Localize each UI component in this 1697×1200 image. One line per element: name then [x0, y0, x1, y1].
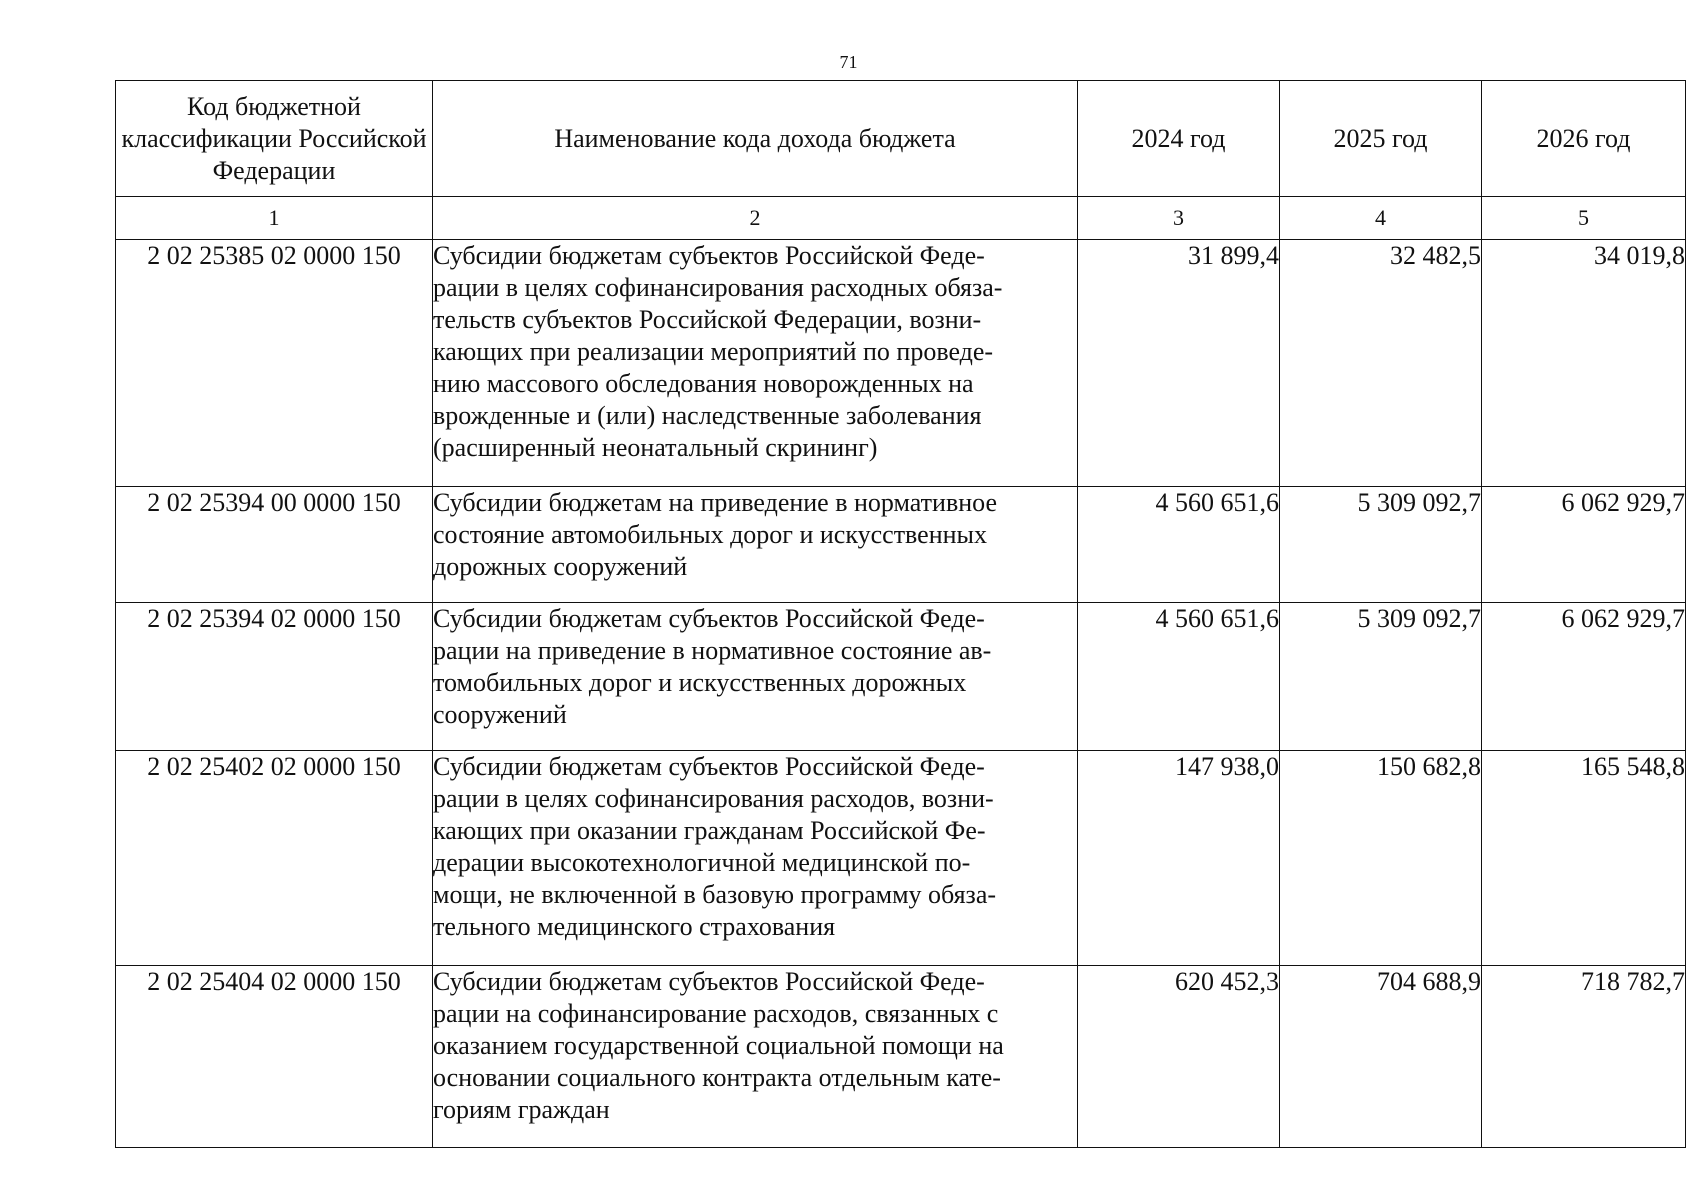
value-2025: 5 309 092,7	[1280, 487, 1482, 603]
row-name-line: Субсидии бюджетам на приведение в нормативное	[433, 488, 997, 517]
header-2025: 2025 год	[1280, 81, 1482, 197]
row-name-line: врожденные и (или) наследственные заболевания	[433, 401, 982, 430]
row-name-line: дерации высокотехнологичной медицинской по-	[433, 848, 971, 877]
value-2024: 620 452,3	[1078, 966, 1280, 1148]
row-name	[433, 240, 1078, 487]
row-name	[433, 751, 1078, 966]
row-code: 2 02 25394 00 0000 150	[116, 487, 433, 603]
row-name-line: тельного медицинского страхования	[433, 912, 836, 941]
value-2026: 6 062 929,7	[1482, 603, 1686, 751]
column-number: 3	[1078, 197, 1280, 240]
column-number: 2	[433, 197, 1078, 240]
value-2025: 5 309 092,7	[1280, 603, 1482, 751]
column-number-row	[116, 197, 1686, 240]
table-row	[116, 603, 1686, 751]
value-2025: 32 482,5	[1280, 240, 1482, 487]
row-name-line: томобильных дорог и искусственных дорожных	[433, 668, 967, 697]
row-code: 2 02 25385 02 0000 150	[116, 240, 433, 487]
header-2024: 2024 год	[1078, 81, 1280, 197]
column-number: 5	[1482, 197, 1686, 240]
row-name-line: Субсидии бюджетам субъектов Российской Феде-	[433, 752, 985, 781]
value-2026: 718 782,7	[1482, 966, 1686, 1148]
row-name-line: дорожных сооружений	[433, 552, 688, 581]
column-number: 4	[1280, 197, 1482, 240]
row-code: 2 02 25394 02 0000 150	[116, 603, 433, 751]
budget-revenue-table	[115, 80, 1686, 1148]
row-name-line: рации в целях софинансирования расходов, возни-	[433, 784, 994, 813]
row-name-line: Субсидии бюджетам субъектов Российской Феде-	[433, 241, 985, 270]
value-2024: 31 899,4	[1078, 240, 1280, 487]
row-name	[433, 966, 1078, 1148]
row-name-line: рации на софинансирование расходов, связанных с	[433, 999, 999, 1028]
value-2024: 147 938,0	[1078, 751, 1280, 966]
table-row	[116, 487, 1686, 603]
table-row	[116, 966, 1686, 1148]
row-name-line: мощи, не включенной в базовую программу обяза-	[433, 880, 997, 909]
row-name-line: тельств субъектов Российской Федерации, возни-	[433, 305, 982, 334]
row-name-line: гориям граждан	[433, 1095, 610, 1124]
row-code: 2 02 25402 02 0000 150	[116, 751, 433, 966]
row-name-line: основании социального контракта отдельным кате-	[433, 1063, 1001, 1092]
row-name-line: оказанием государственной социальной помощи на	[433, 1031, 1004, 1060]
row-name	[433, 487, 1078, 603]
header-2026: 2026 год	[1482, 81, 1686, 197]
page-number: 71	[839, 52, 858, 72]
column-number: 1	[116, 197, 433, 240]
row-name-line: (расширенный неонатальный скрининг)	[433, 433, 878, 462]
row-name-line: рации в целях софинансирования расходных обяза-	[433, 273, 1003, 302]
value-2024: 4 560 651,6	[1078, 487, 1280, 603]
value-2026: 34 019,8	[1482, 240, 1686, 487]
table-row	[116, 240, 1686, 487]
row-name-line: кающих при оказании гражданам Российской Фе-	[433, 816, 986, 845]
value-2026: 165 548,8	[1482, 751, 1686, 966]
header-name: Наименование кода дохода бюджета	[433, 81, 1078, 197]
value-2024: 4 560 651,6	[1078, 603, 1280, 751]
row-name	[433, 603, 1078, 751]
value-2026: 6 062 929,7	[1482, 487, 1686, 603]
row-name-line: кающих при реализации мероприятий по проведе-	[433, 337, 994, 366]
row-name-line: рации на приведение в нормативное состояние ав-	[433, 636, 992, 665]
table-row	[116, 751, 1686, 966]
row-name-line: сооружений	[433, 700, 567, 729]
value-2025: 150 682,8	[1280, 751, 1482, 966]
row-code: 2 02 25404 02 0000 150	[116, 966, 433, 1148]
table-header-row	[116, 81, 1686, 197]
header-code: Код бюджетной классификации Российской Федерации	[116, 81, 433, 197]
row-name-line: состояние автомобильных дорог и искусственных	[433, 520, 988, 549]
row-name-line: нию массового обследования новорожденных на	[433, 369, 974, 398]
row-name-line: Субсидии бюджетам субъектов Российской Феде-	[433, 967, 985, 996]
row-name-line: Субсидии бюджетам субъектов Российской Феде-	[433, 604, 985, 633]
value-2025: 704 688,9	[1280, 966, 1482, 1148]
